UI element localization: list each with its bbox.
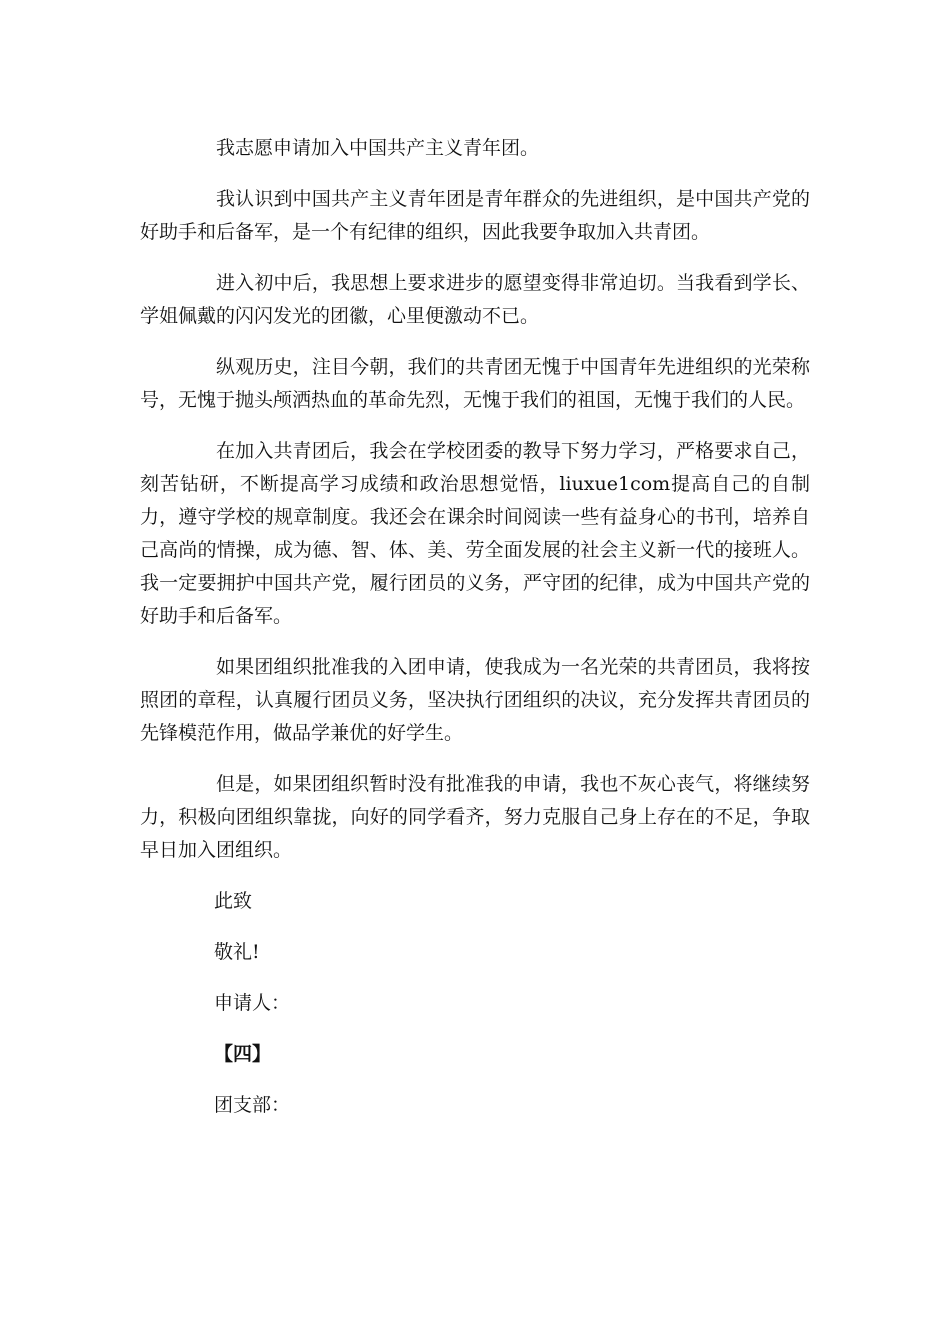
paragraph-5: 在加入共青团后，我会在学校团委的教导下努力学习，严格要求自己，刻苦钻研，不断提高学习成绩和政治思想觉悟，liuxue1com提高自己的自制力，遵守学校的规章制度。我还会在课余时间阅读一些有益身心的书刊，培养自己高尚的情操，成为德、智、体、美、劳全面发展的社会主义新一代的接班人。我一定要拥护中国共产党，履行团员的义务，严守团的纪律，成为中国共产党的好助手和后备军。 (140, 440, 810, 627)
paragraph-4: 纵观历史，注目今朝，我们的共青团无愧于中国青年先进组织的光荣称号，无愧于抛头颅洒热血的革命先烈，无愧于我们的祖国，无愧于我们的人民。 (140, 356, 810, 411)
document-body (140, 132, 810, 1140)
closing-line: 此致 (214, 890, 253, 912)
paragraph-2: 我认识到中国共产主义青年团是青年群众的先进组织，是中国共产党的好助手和后备军，是一个有纪律的组织，因此我要争取加入共青团。 (140, 188, 810, 243)
paragraph-7: 但是，如果团组织暂时没有批准我的申请，我也不灰心丧气，将继续努力，积极向团组织靠拢，向好的同学看齐，努力克服自己身上存在的不足，争取早日加入团组织。 (140, 773, 810, 861)
paragraph-6: 如果团组织批准我的入团申请，使我成为一名光荣的共青团员，我将按照团的章程，认真履行团员义务，坚决执行团组织的决议，充分发挥共青团员的先锋模范作用，做品学兼优的好学生。 (140, 656, 810, 744)
branch-line: 团支部： (214, 1094, 291, 1116)
paragraph-1: 我志愿申请加入中国共产主义青年团。 (216, 137, 540, 159)
section-marker: 【四】 (214, 1043, 272, 1065)
paragraph-3: 进入初中后，我思想上要求进步的愿望变得非常迫切。当我看到学长、学姐佩戴的闪闪发光的团徽，心里便激动不已。 (140, 272, 810, 327)
applicant-line: 申请人： (214, 992, 291, 1014)
salute-line: 敬礼! (214, 941, 260, 963)
